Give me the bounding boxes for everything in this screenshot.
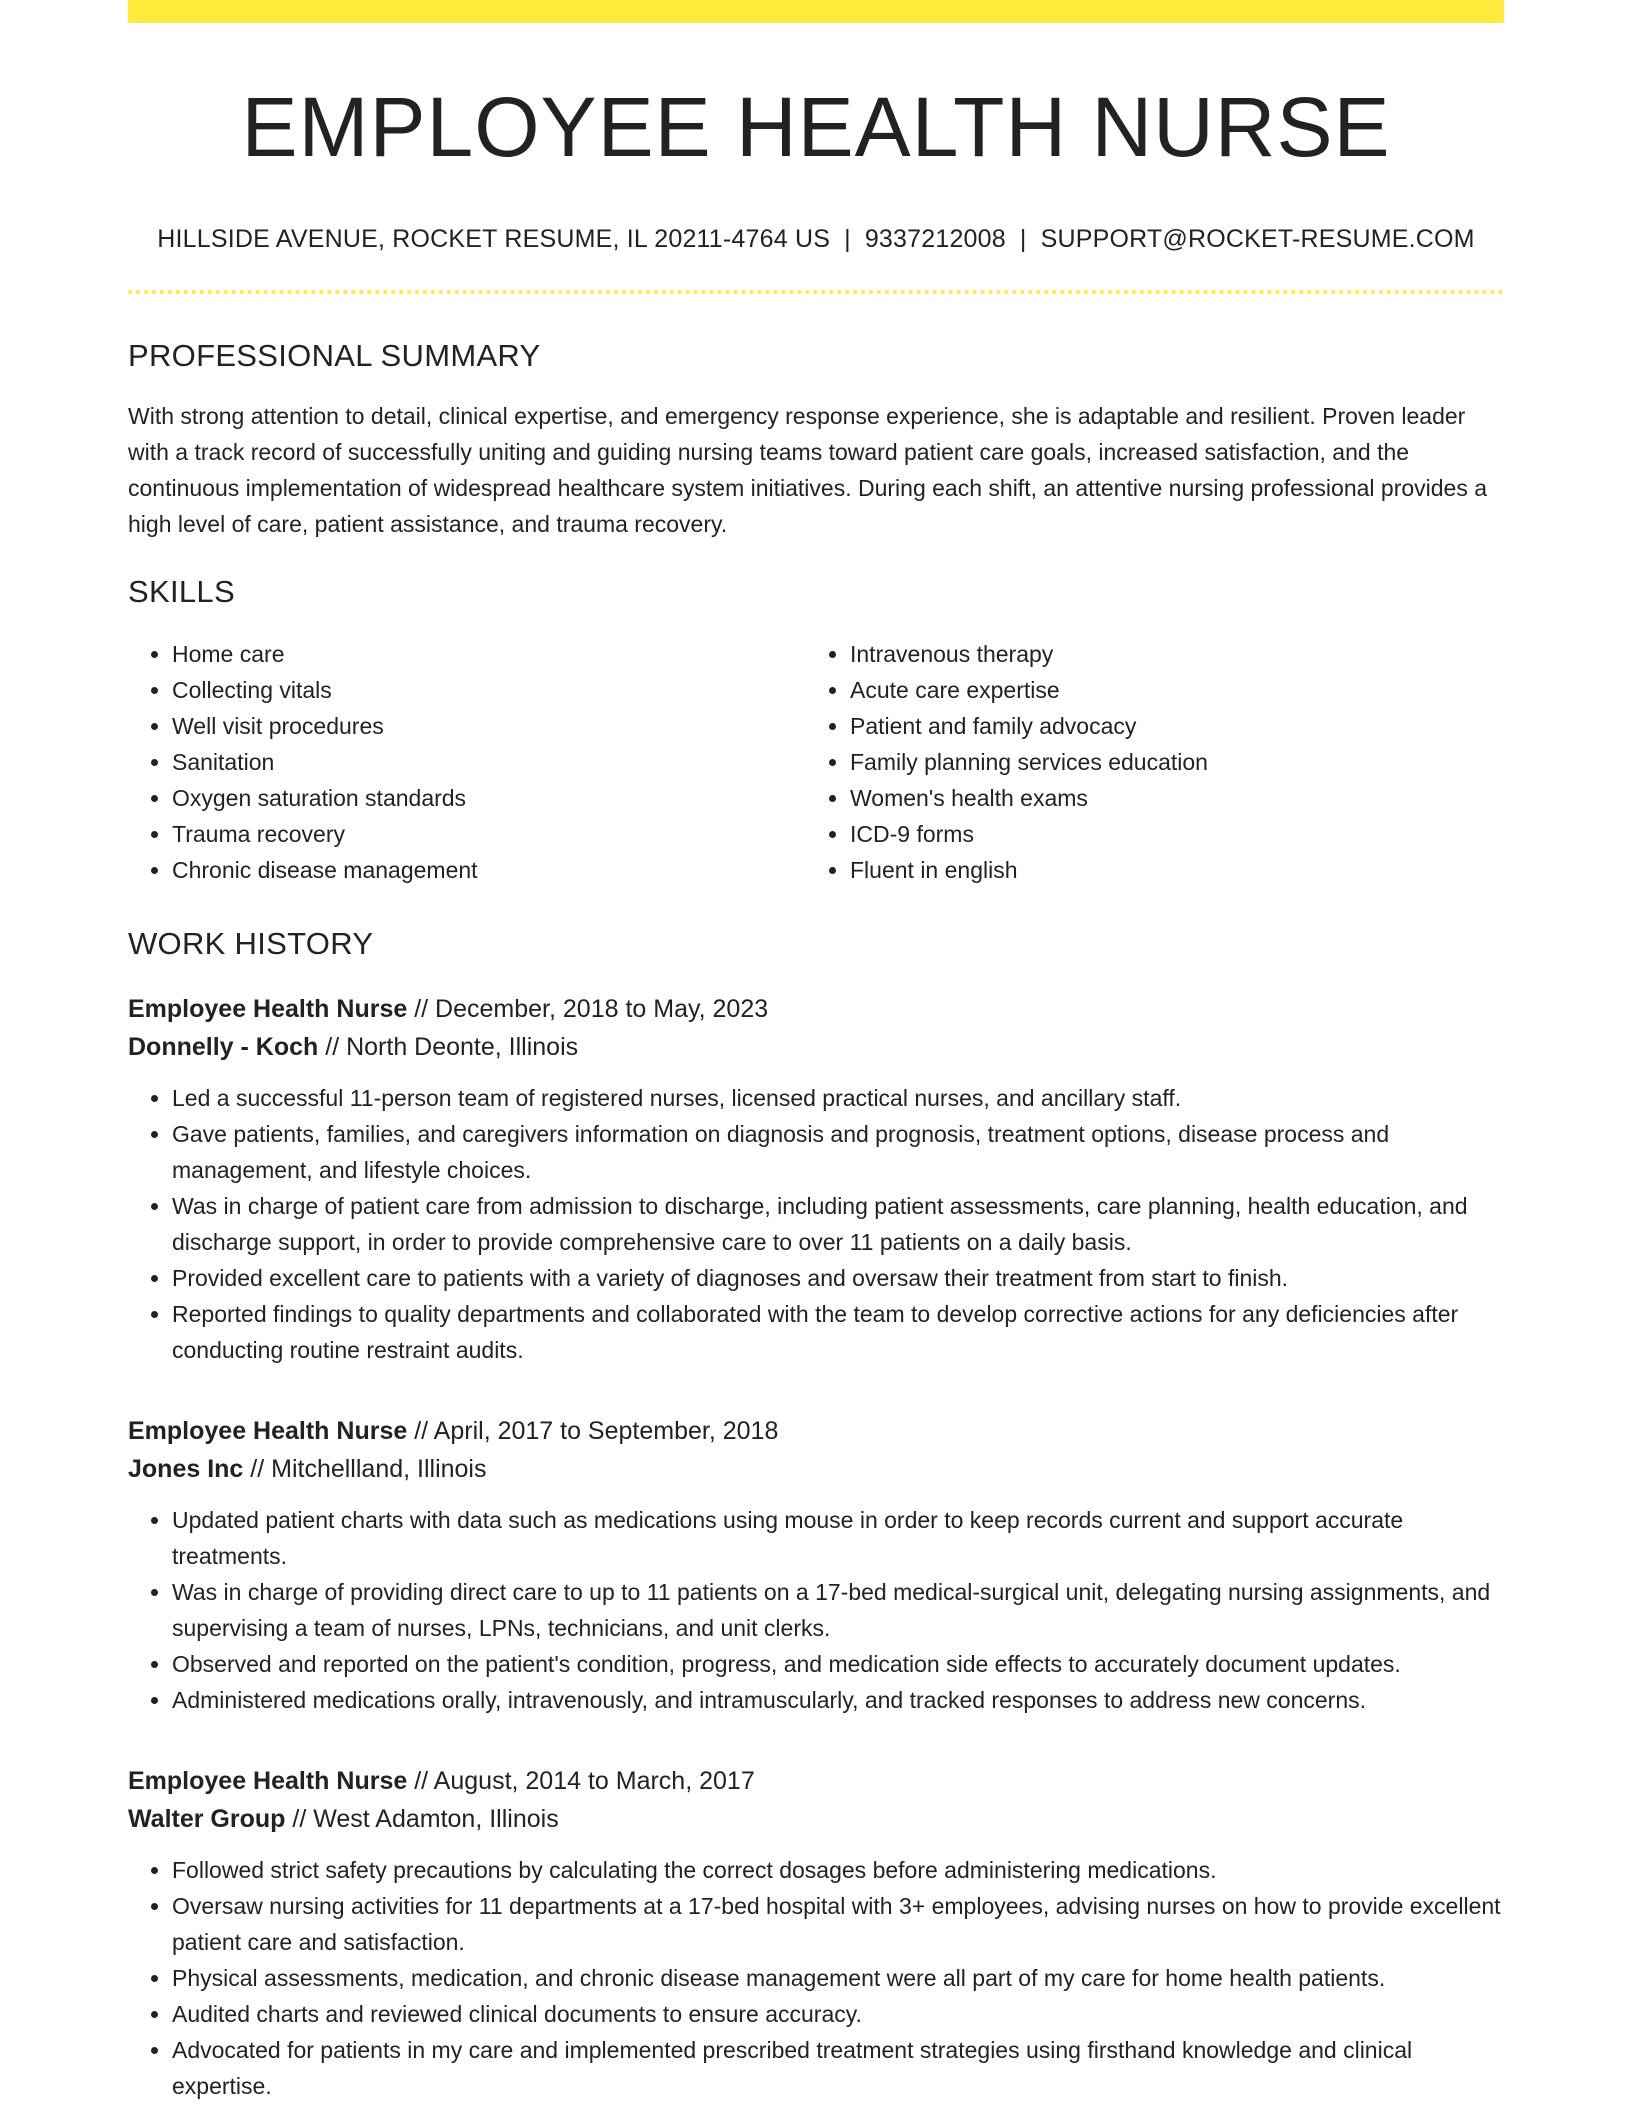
job-dates: // August, 2014 to March, 2017	[414, 1767, 755, 1796]
job-entry	[128, 1412, 1504, 1718]
skill-item: • Home care	[172, 636, 806, 672]
candidate-name: EMPLOYEE HEALTH NURSE	[241, 80, 1391, 174]
job-bullet: • Physical assessments, medication, and chronic disease management were all part of my care for home health patients.	[172, 1960, 1504, 1996]
job-bullet: • Was in charge of patient care from admission to discharge, including patient assessments, care planning, health education, and discharge support, in order to provide comprehensive care to over 11 patients on a daily basis.	[172, 1188, 1504, 1260]
work-history-heading: WORK HISTORY	[128, 926, 374, 962]
skill-item: • Sanitation	[172, 744, 806, 780]
job-company: Walter Group	[128, 1805, 286, 1834]
skill-item: • Collecting vitals	[172, 672, 806, 708]
job-bullet: • Audited charts and reviewed clinical documents to ensure accuracy.	[172, 1996, 1504, 2032]
header-divider	[128, 290, 1504, 294]
job-company-line	[128, 1450, 1504, 1488]
summary-section	[128, 338, 1504, 542]
contact-address: HILLSIDE AVENUE, ROCKET RESUME, IL 20211-4764 US	[157, 225, 831, 254]
skills-grid	[128, 636, 1504, 888]
skill-item: • Women's health exams	[850, 780, 1484, 816]
skill-item: • Trauma recovery	[172, 816, 806, 852]
job-bullet: • Observed and reported on the patient's condition, progress, and medication side effects to accurately document updates.	[172, 1646, 1504, 1682]
job-bullet: • Updated patient charts with data such as medications using mouse in order to keep records current and support accurate treatments.	[172, 1502, 1504, 1574]
skills-left-list	[128, 636, 806, 888]
skill-item: • Family planning services education	[850, 744, 1484, 780]
job-company-line	[128, 1028, 1504, 1066]
job-bullet: • Advocated for patients in my care and implemented prescribed treatment strategies using firsthand knowledge and clinical expertise.	[172, 2032, 1504, 2104]
job-location: // West Adamton, Illinois	[292, 1805, 559, 1834]
job-company: Donnelly - Koch	[128, 1033, 319, 1062]
job-location: // Mitchellland, Illinois	[250, 1455, 487, 1484]
job-bullet: • Provided excellent care to patients with a variety of diagnoses and oversaw their treatment from start to finish.	[172, 1260, 1504, 1296]
job-bullet: • Reported findings to quality departments and collaborated with the team to develop corrective actions for any deficiencies after conducting routine restraint audits.	[172, 1296, 1504, 1368]
skills-right-list	[806, 636, 1484, 888]
job-company: Jones Inc	[128, 1455, 244, 1484]
contact-email: SUPPORT@ROCKET-RESUME.COM	[1040, 225, 1475, 254]
skill-item: • Oxygen saturation standards	[172, 780, 806, 816]
skill-item: • ICD-9 forms	[850, 816, 1484, 852]
job-entry	[128, 990, 1504, 1368]
skill-item: • Intravenous therapy	[850, 636, 1484, 672]
job-bullets	[128, 1502, 1504, 1718]
job-bullet: • Was in charge of providing direct care to up to 11 patients on a 17-bed medical-surgical unit, delegating nursing assignments, and supervising a team of nurses, LPNs, technicians, and unit clerks.	[172, 1574, 1504, 1646]
resume-page	[128, 0, 1504, 2104]
contact-phone: 9337212008	[864, 225, 1006, 254]
contact-separator: |	[1019, 225, 1027, 254]
job-entry	[128, 1762, 1504, 2104]
skill-item: • Chronic disease management	[172, 852, 806, 888]
job-bullet: • Oversaw nursing activities for 11 departments at a 17-bed hospital with 3+ employees, advising nurses on how to provide excellent patient care and satisfaction.	[172, 1888, 1504, 1960]
job-company-line	[128, 1800, 1504, 1838]
job-bullet: • Led a successful 11-person team of registered nurses, licensed practical nurses, and ancillary staff.	[172, 1080, 1504, 1116]
job-title-line	[128, 990, 1504, 1028]
job-bullet: • Followed strict safety precautions by calculating the correct dosages before administering medications.	[172, 1852, 1504, 1888]
job-location: // North Deonte, Illinois	[325, 1033, 579, 1062]
job-title: Employee Health Nurse	[128, 1417, 408, 1446]
summary-text: With strong attention to detail, clinical expertise, and emergency response experience, she is adaptable and resilient. Proven leader with a track record of successfully uniting and guiding nursing teams toward patient care goals, increased satisfaction, and the continuous implementation of widespread healthcare system initiatives. During each shift, an attentive nursing professional provides a high level of care, patient assistance, and trauma recovery.	[128, 403, 1488, 538]
job-bullets	[128, 1080, 1504, 1368]
skills-heading: SKILLS	[128, 574, 235, 610]
skills-section	[128, 574, 1504, 888]
summary-heading: PROFESSIONAL SUMMARY	[128, 338, 541, 374]
job-bullets	[128, 1852, 1504, 2104]
job-title-line	[128, 1762, 1504, 1800]
skill-item: • Fluent in english	[850, 852, 1484, 888]
skill-item: • Acute care expertise	[850, 672, 1484, 708]
accent-bar	[128, 0, 1504, 23]
job-dates: // April, 2017 to September, 2018	[414, 1417, 779, 1446]
job-title: Employee Health Nurse	[128, 995, 408, 1024]
job-title: Employee Health Nurse	[128, 1767, 408, 1796]
job-dates: // December, 2018 to May, 2023	[414, 995, 769, 1024]
job-title-line	[128, 1412, 1504, 1450]
job-bullet: • Administered medications orally, intravenously, and intramuscularly, and tracked responses to address new concerns.	[172, 1682, 1504, 1718]
contact-separator: |	[844, 225, 851, 254]
skill-item: • Well visit procedures	[172, 708, 806, 744]
contact-line	[128, 225, 1504, 254]
job-bullet: • Gave patients, families, and caregivers information on diagnosis and prognosis, treatment options, disease process and management, and lifestyle choices.	[172, 1116, 1504, 1188]
work-history-section	[128, 926, 1504, 2104]
skill-item: • Patient and family advocacy	[850, 708, 1484, 744]
